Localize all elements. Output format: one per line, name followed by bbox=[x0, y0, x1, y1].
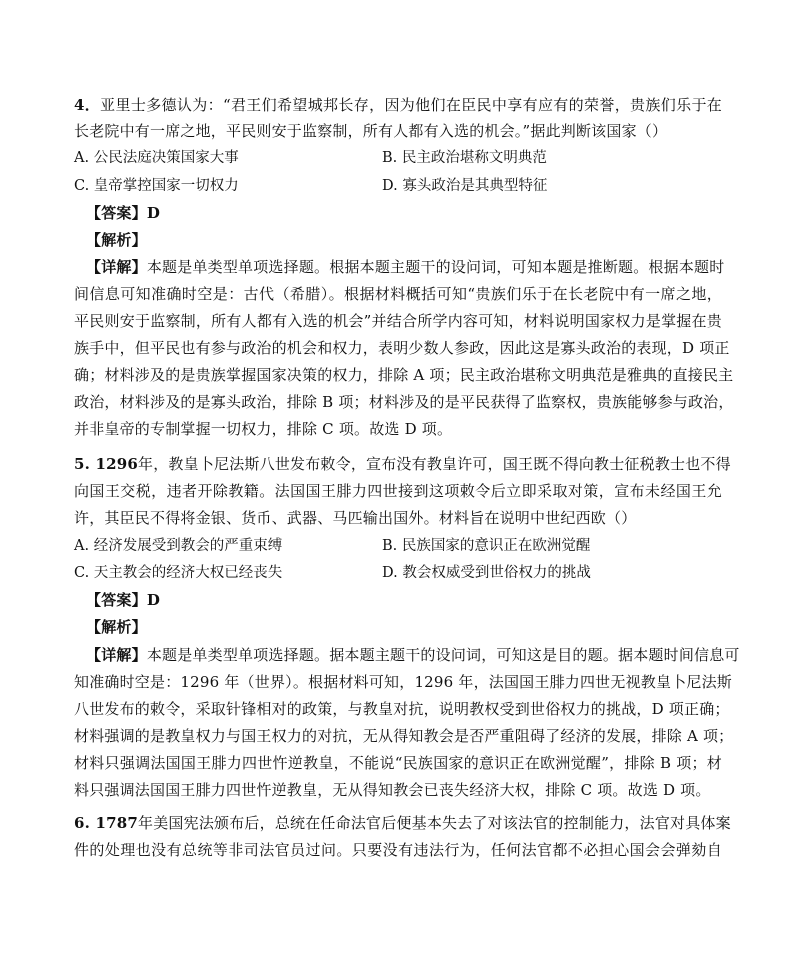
q5-detail-line-6: 料只强调法国国王腓力四世忤逆教皇，无从得知教会已丧失经济大权，排除 C 项。故选 D 项。 bbox=[74, 781, 711, 799]
q4-detail-line-1 bbox=[86, 257, 725, 277]
q5-answer bbox=[86, 590, 736, 610]
q5-option-a: A. 经济发展受到教会的严重束缚 bbox=[74, 538, 283, 554]
q5-stem-text-1: 年，教皇卜尼法斯八世发布敕令，宣布没有教皇许可，国王既不得向教士征税教士也不得 bbox=[138, 455, 731, 473]
q4-option-b: B. 民主政治堪称文明典范 bbox=[382, 150, 547, 166]
q4-stem-line-2: 长老院中有一席之地，平民则安于监察制，所有人都有入选的机会。”据此判断该国家（） bbox=[74, 122, 668, 140]
q4-detail-tag: 【详解】 bbox=[86, 258, 147, 276]
q4-detail-line-6: 政治，材料涉及的是寡头政治，排除 B 项；材料涉及的是平民获得了监察权，贵族能够参与政治， bbox=[74, 393, 734, 411]
q5-stem-line-3: 许，其臣民不得将金银、货币、武器、马匹输出国外。材料旨在说明中世纪西欧（） bbox=[74, 509, 637, 527]
q4-number: 4． bbox=[74, 96, 101, 114]
q4-detail-line-3: 平民则安于监察制，所有人都有入选的机会”并结合所学内容可知，材料说明国家权力是掌握在贵 bbox=[74, 312, 722, 330]
q5-detail-line-1 bbox=[86, 645, 740, 665]
q4-option-c: C. 皇帝掌控国家一切权力 bbox=[74, 178, 239, 194]
q5-option-c: C. 天主教会的经济大权已经丧失 bbox=[74, 565, 283, 581]
q6-number: 6. 1787 bbox=[74, 814, 139, 832]
q4-detail-line-2: 间信息可知准确时空是：古代（希腊）。根据材料概括可知“贵族们乐于在长老院中有一席之地， bbox=[74, 285, 722, 303]
q5-stem-line-2: 向国王交税，违者开除教籍。法国国王腓力四世接到这项敕令后立即采取对策，宣布未经国王允 bbox=[74, 482, 722, 500]
q5-detail-line-2: 知准确时空是：1296 年（世界）。根据材料可知，1296 年，法国国王腓力四世无视教皇卜尼法斯 bbox=[74, 673, 732, 691]
q4-answer-tag: 【答案】 bbox=[86, 204, 147, 222]
q5-analysis-tag: 【解析】 bbox=[86, 618, 147, 636]
q5-option-d: D. 教会权威受到世俗权力的挑战 bbox=[382, 565, 591, 581]
q4-detail-line-7: 并非皇帝的专制掌握一切权力，排除 C 项。故选 D 项。 bbox=[74, 420, 453, 438]
q4-option-a: A. 公民法庭决策国家大事 bbox=[74, 150, 239, 166]
q5-stem-line-1 bbox=[74, 454, 731, 474]
q5-option-b: B. 民族国家的意识正在欧洲觉醒 bbox=[382, 538, 591, 554]
q4-analysis-tag: 【解析】 bbox=[86, 231, 147, 249]
q5-number: 5. 1296 bbox=[74, 455, 139, 473]
q5-answer-value: D bbox=[146, 591, 161, 609]
q6-stem-text-1: 年美国宪法颁布后，总统在任命法官后便基本失去了对该法官的控制能力，法官对具体案 bbox=[138, 814, 731, 832]
q4-answer-value: D bbox=[146, 204, 161, 222]
q4-stem-line-1 bbox=[74, 95, 722, 115]
q5-detail-tag: 【详解】 bbox=[86, 646, 147, 664]
q5-detail-line-4: 材料强调的是教皇权力与国王权力的对抗，无从得知教会是否严重阻碍了经济的发展，排除 A 项； bbox=[74, 727, 734, 745]
q5-detail-line-5: 材料只强调法国国王腓力四世忤逆教皇，不能说“民族国家的意识正在欧洲觉醒”，排除 B 项；材 bbox=[74, 754, 722, 772]
q6-stem-line-2: 件的处理也没有总统等非司法官员过问。只要没有违法行为，任何法官都不必担心国会会弹劾自 bbox=[74, 841, 722, 859]
q6-stem-line-1 bbox=[74, 813, 731, 833]
q4-answer bbox=[86, 203, 736, 223]
q5-answer-tag: 【答案】 bbox=[86, 591, 147, 609]
q4-option-d: D. 寡头政治是其典型特征 bbox=[382, 178, 548, 194]
q4-detail-line-5: 确；材料涉及的是贵族掌握国家决策的权力，排除 A 项；民主政治堪称文明典范是雅典的直接民主 bbox=[74, 366, 734, 384]
q5-detail-text-1: 本题是单类型单项选择题。据本题主题干的设问词，可知这是目的题。据本题时间信息可 bbox=[146, 646, 740, 664]
q4-detail-line-4: 族手中，但平民也有参与政治的机会和权力，表明少数人参政，因此这是寡头政治的表现，D 项正 bbox=[74, 339, 730, 357]
q4-detail-text-1: 本题是单类型单项选择题。根据本题主题干的设问词，可知本题是推断题。根据本题时 bbox=[146, 258, 725, 276]
q4-stem-text-1: 亚里士多德认为：“君王们希望城邦长存，因为他们在臣民中享有应有的荣誉，贵族们乐于在 bbox=[100, 96, 722, 114]
q5-detail-line-3: 八世发布的敕令，采取针锋相对的政策，与教皇对抗，说明教权受到世俗权力的挑战，D 项正确； bbox=[74, 700, 730, 718]
